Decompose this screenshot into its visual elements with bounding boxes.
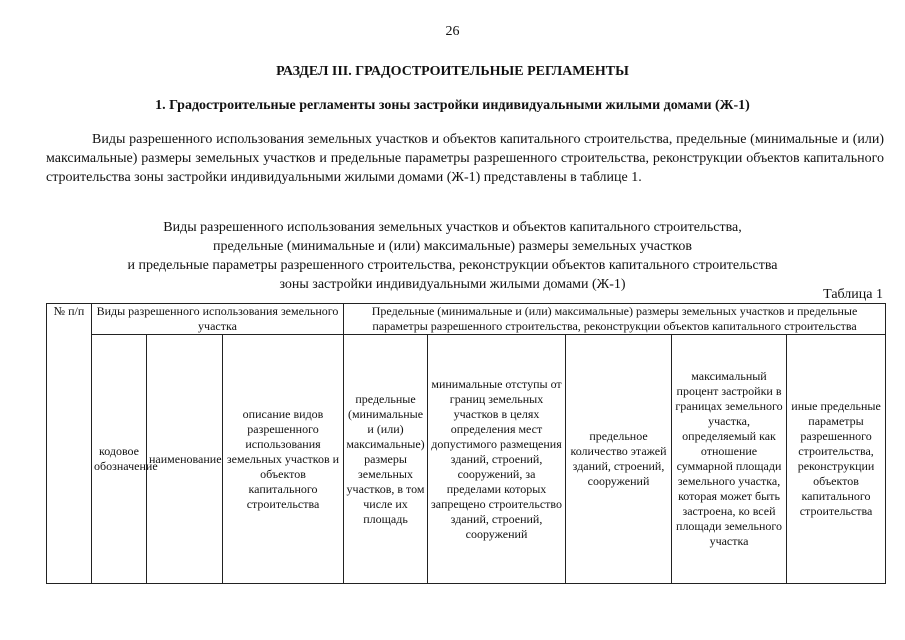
table-caption-line: предельные (минимальные и (или) максимальные) размеры земельных участков — [213, 239, 692, 254]
table-caption — [0, 218, 905, 294]
subsection-title: 1. Градостроительные регламенты зоны застройки индивидуальными жилыми домами (Ж-1) — [155, 98, 750, 113]
page-number: 26 — [445, 24, 460, 39]
header-plot-size: предельные (минимальные и (или) максимальные) размеры земельных участков, в том числе их площадь — [344, 335, 428, 584]
table-label: Таблица 1 — [823, 287, 883, 302]
header-setbacks: минимальные отступы от границ земельных участков в целях определения мест допустимого размещения зданий, строений, сооружений, за пределами которых запрещено строительство зданий, строений, сооружений — [428, 335, 566, 584]
header-group-limits: Предельные (минимальные и (или) максимальные) размеры земельных участков и предельные параметры разрешенного строительства, реконструкции объектов капитального строительства — [344, 304, 886, 335]
table-subheader-row — [47, 335, 886, 584]
table-caption-line: и предельные параметры разрешенного строительства, реконструкции объектов капитального строительства — [127, 258, 778, 273]
header-other: иные предельные параметры разрешенного строительства, реконструкции объектов капитального строительства — [787, 335, 886, 584]
header-number: № п/п — [47, 304, 92, 584]
header-group-permitted-use: Виды разрешенного использования земельного участка — [92, 304, 344, 335]
regulations-table — [46, 303, 886, 584]
header-name: наименование — [147, 335, 223, 584]
table-caption-line: Виды разрешенного использования земельных участков и объектов капитального строительства, — [163, 220, 742, 235]
table-header-row — [47, 304, 886, 335]
header-floors: предельное количество этажей зданий, строений, сооружений — [566, 335, 672, 584]
header-description: описание видов разрешенного использования земельных участков и объектов капитального строительства — [223, 335, 344, 584]
header-code: кодовое обозначение — [92, 335, 147, 584]
intro-paragraph: Виды разрешенного использования земельных участков и объектов капитального строительства, предельные (минимальные и (или) максимальные) размеры земельных участков и предельные параметры разрешенного строительства, реконструкции объектов капитального строительства зоны застройки индивидуальными жилыми домами (Ж-1) представлены в таблице 1. — [46, 132, 884, 185]
header-coverage: максимальный процент застройки в границах земельного участка, определяемый как отношение суммарной площади земельного участка, которая может быть застроена, ко всей площади земельного участка — [672, 335, 787, 584]
section-title: РАЗДЕЛ III. ГРАДОСТРОИТЕЛЬНЫЕ РЕГЛАМЕНТЫ — [276, 64, 629, 79]
table-caption-line: зоны застройки индивидуальными жилыми домами (Ж-1) — [279, 277, 626, 292]
